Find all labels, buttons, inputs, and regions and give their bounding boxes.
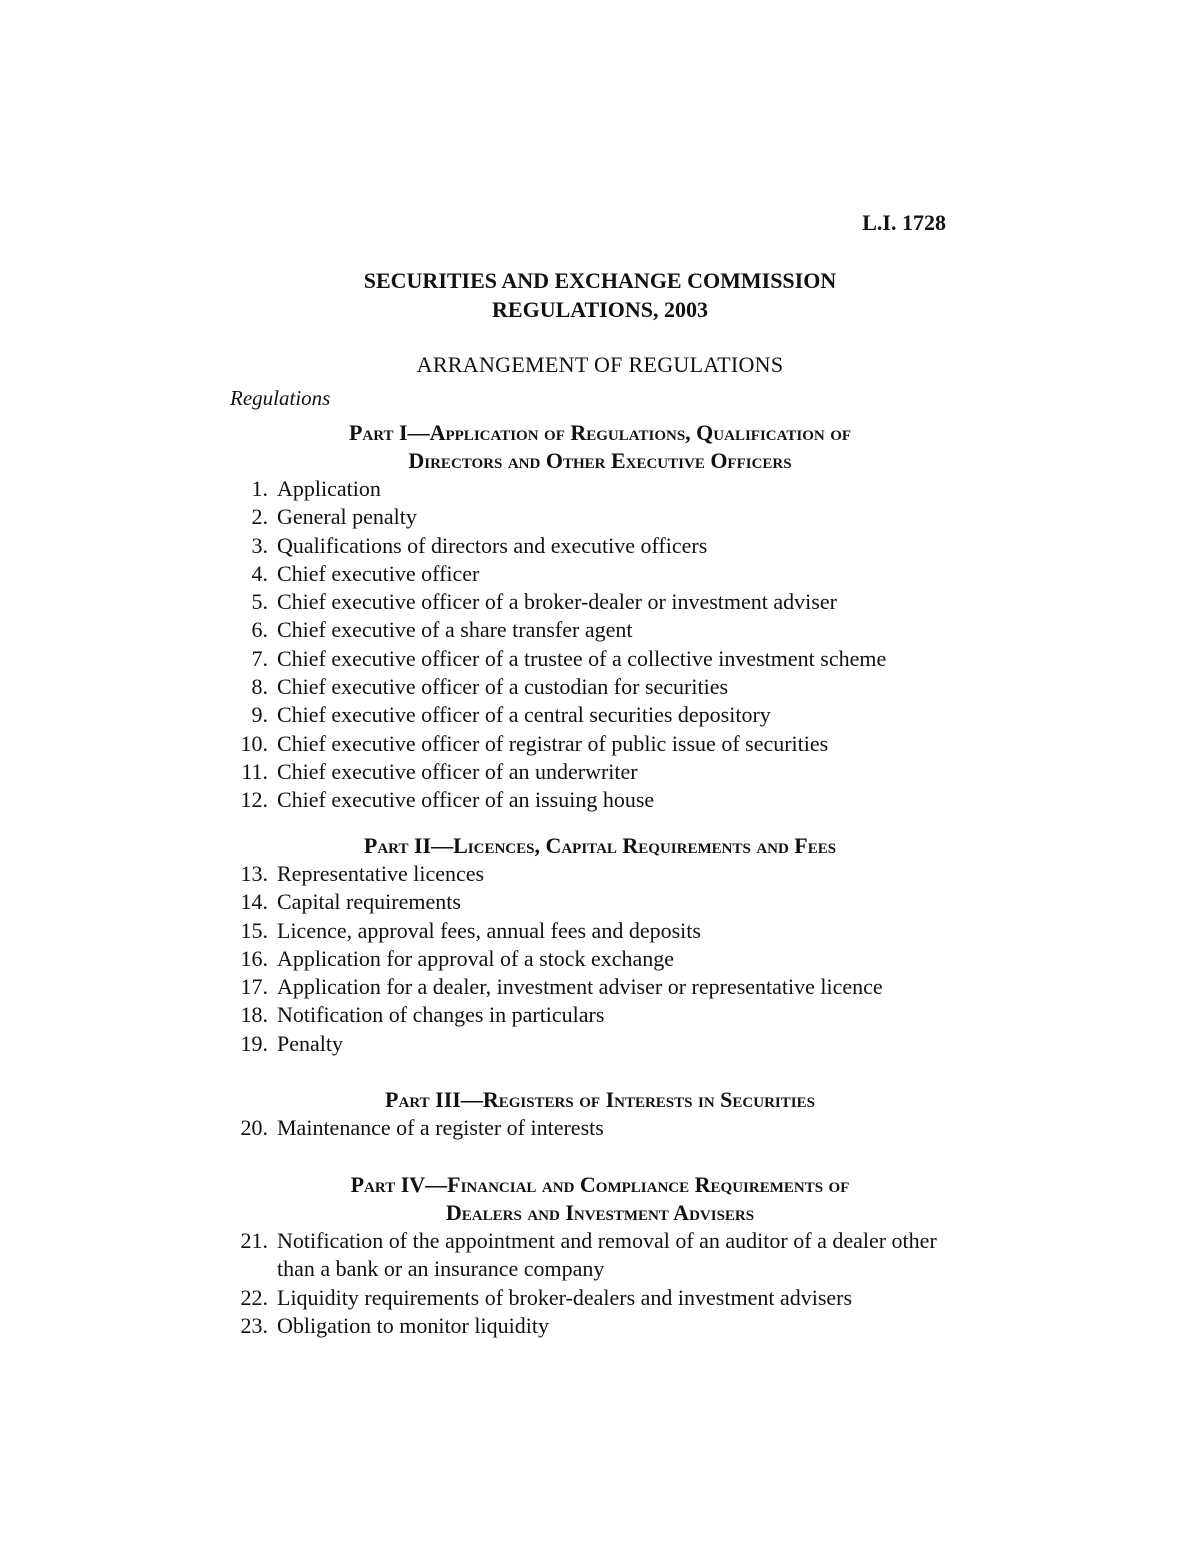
item-text: Application for a dealer, investment adviser or representative licence bbox=[277, 974, 883, 1000]
item-number: 11. bbox=[241, 758, 268, 784]
item-text: Chief executive officer of a broker-dealer or investment adviser bbox=[277, 589, 837, 615]
part-3-list bbox=[0, 1114, 1200, 1142]
item-text: Licence, approval fees, annual fees and deposits bbox=[277, 917, 701, 943]
item-number: 21. bbox=[240, 1228, 268, 1253]
regulations-label: Regulations bbox=[230, 386, 331, 410]
part-1-list bbox=[0, 475, 1200, 815]
item-text: Application bbox=[277, 476, 381, 501]
item-number: 4. bbox=[251, 560, 268, 586]
item-number: 8. bbox=[251, 674, 268, 700]
item-text: Capital requirements bbox=[277, 889, 461, 915]
part-2-heading-line-1: Part II—Licences, Capital Requirements and Fees bbox=[363, 833, 837, 858]
list-item bbox=[0, 475, 1200, 503]
list-item bbox=[0, 1114, 1200, 1142]
part-3-heading-line-1: Part III—Registers of Interests in Securities bbox=[385, 1087, 815, 1112]
list-item bbox=[0, 645, 1200, 673]
item-number: 19. bbox=[240, 1030, 268, 1056]
item-text: Chief executive of a share transfer agent bbox=[277, 617, 633, 643]
list-item bbox=[0, 1001, 1200, 1029]
part-4-heading-line-2: Dealers and Investment Advisers bbox=[445, 1200, 755, 1225]
document-title bbox=[0, 266, 1200, 324]
list-item bbox=[0, 973, 1200, 1001]
item-number: 14. bbox=[240, 889, 268, 915]
item-text: Obligation to monitor liquidity bbox=[277, 1313, 549, 1339]
list-item bbox=[0, 888, 1200, 916]
part-2-list bbox=[0, 860, 1200, 1058]
list-item bbox=[0, 503, 1200, 531]
item-number: 7. bbox=[251, 645, 268, 671]
part-4-heading-line-1: Part IV—Financial and Compliance Requirements of bbox=[350, 1172, 850, 1197]
item-number: 9. bbox=[251, 702, 268, 728]
item-text: General penalty bbox=[277, 504, 417, 530]
item-text: Application for approval of a stock exchange bbox=[277, 945, 675, 971]
list-item bbox=[0, 701, 1200, 729]
list-item bbox=[0, 1030, 1200, 1058]
item-text: Notification of the appointment and removal of an auditor of a dealer other than a bank or an insurance company bbox=[277, 1228, 937, 1281]
list-item bbox=[0, 786, 1200, 814]
item-number: 22. bbox=[240, 1285, 268, 1310]
item-text: Chief executive officer of a central securities depository bbox=[277, 702, 771, 728]
item-number: 12. bbox=[240, 787, 268, 813]
item-text: Penalty bbox=[277, 1030, 343, 1056]
item-number: 2. bbox=[251, 504, 268, 530]
item-number: 5. bbox=[251, 589, 268, 615]
arrangement-heading: ARRANGEMENT OF REGULATIONS bbox=[416, 352, 784, 377]
list-item bbox=[0, 730, 1200, 758]
item-number: 15. bbox=[240, 917, 268, 943]
item-number: 16. bbox=[240, 945, 268, 971]
part-4-list bbox=[0, 1227, 1200, 1341]
item-text: Chief executive officer of a custodian for securities bbox=[277, 674, 729, 700]
part-1-heading bbox=[0, 419, 1200, 475]
list-item bbox=[0, 917, 1200, 945]
list-item bbox=[0, 758, 1200, 786]
item-text: Chief executive officer of a trustee of a collective investment scheme bbox=[277, 645, 887, 671]
item-number: 6. bbox=[251, 617, 268, 643]
list-item bbox=[0, 1312, 1200, 1340]
item-number: 3. bbox=[251, 532, 268, 558]
item-text: Chief executive officer of an issuing house bbox=[277, 787, 655, 813]
list-item bbox=[0, 945, 1200, 973]
list-item bbox=[0, 1227, 1200, 1284]
list-item bbox=[0, 532, 1200, 560]
instrument-number: L.I. 1728 bbox=[862, 210, 946, 235]
item-text: Maintenance of a register of interests bbox=[277, 1115, 604, 1140]
list-item bbox=[0, 560, 1200, 588]
item-text: Representative licences bbox=[277, 861, 485, 886]
part-4-heading bbox=[0, 1171, 1200, 1227]
title-line-1: SECURITIES AND EXCHANGE COMMISSION bbox=[363, 268, 837, 293]
title-line-2: REGULATIONS, 2003 bbox=[492, 297, 708, 322]
part-2-heading bbox=[0, 832, 1200, 860]
list-item bbox=[0, 673, 1200, 701]
item-number: 23. bbox=[240, 1313, 268, 1339]
item-text: Chief executive officer of an underwriter bbox=[277, 758, 638, 784]
item-number: 1. bbox=[251, 476, 268, 501]
item-number: 17. bbox=[240, 974, 268, 1000]
list-item bbox=[0, 1284, 1200, 1312]
item-text: Qualifications of directors and executive officers bbox=[277, 532, 708, 558]
item-number: 13. bbox=[240, 861, 268, 886]
item-number: 10. bbox=[240, 730, 268, 756]
item-text: Chief executive officer bbox=[277, 560, 480, 586]
item-text: Notification of changes in particulars bbox=[277, 1002, 605, 1028]
item-number: 18. bbox=[240, 1002, 268, 1028]
list-item bbox=[0, 860, 1200, 888]
part-1-heading-line-1: Part I—Application of Regulations, Qualification of bbox=[348, 420, 852, 445]
list-item bbox=[0, 616, 1200, 644]
part-3-heading bbox=[0, 1086, 1200, 1114]
item-number: 20. bbox=[240, 1115, 268, 1140]
item-text: Liquidity requirements of broker-dealers and investment advisers bbox=[277, 1285, 853, 1310]
list-item bbox=[0, 588, 1200, 616]
part-1-heading-line-2: Directors and Other Executive Officers bbox=[408, 448, 792, 473]
item-text: Chief executive officer of registrar of public issue of securities bbox=[277, 730, 829, 756]
